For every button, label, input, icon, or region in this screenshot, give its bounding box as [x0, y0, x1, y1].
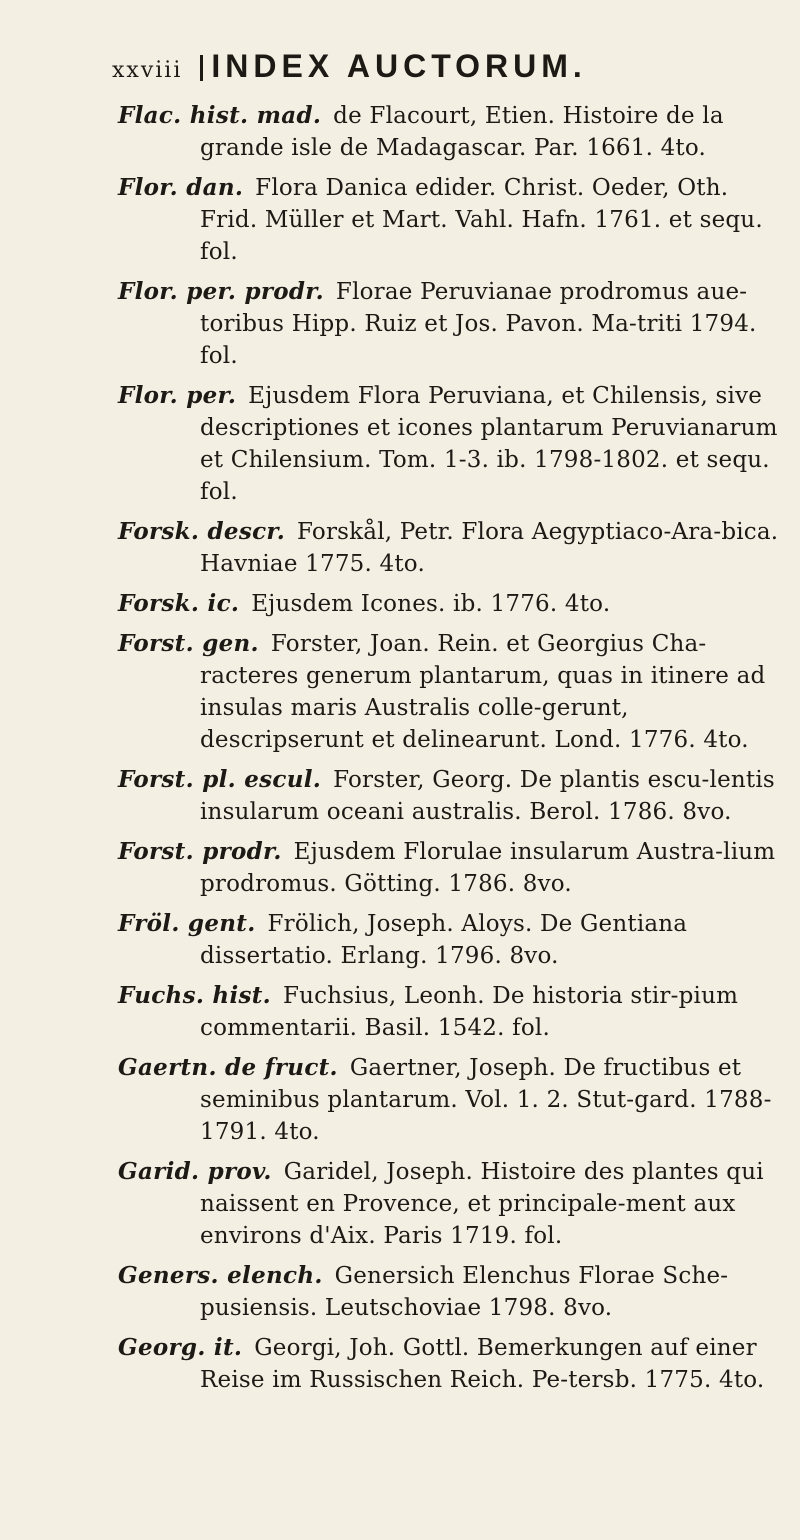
entry-text: Forskål, Petr. Flora Aegyptiaco-Ara-bica. Havniae 1775. 4to. — [200, 519, 779, 577]
entry-text: Ejusdem Flora Peruviana, et Chilensis, sive descriptiones et icones plantarum Peruvianarum et Chilensium. Tom. 1-3. ib. 1798-1802. et sequ. fol. — [200, 383, 778, 505]
index-entry — [118, 1260, 790, 1324]
index-entry — [118, 172, 790, 268]
entry-text: Flora Danica edider. Christ. Oeder, Oth. Frid. Müller et Mart. Vahl. Hafn. 1761. et sequ. fol. — [200, 175, 763, 265]
index-entry — [118, 836, 790, 900]
index-entry — [118, 1052, 790, 1148]
index-entry — [118, 1156, 790, 1252]
entry-abbreviation: Fröl. gent. — [118, 910, 256, 937]
entry-text: Florae Peruvianae prodromus aue-toribus Hipp. Ruiz et Jos. Pavon. Ma-triti 1794. fol. — [200, 279, 757, 369]
index-entry — [118, 908, 790, 972]
entry-text: Ejusdem Icones. ib. 1776. 4to. — [251, 591, 611, 617]
index-entries — [118, 100, 790, 1404]
page-title: INDEX AUCTORUM. — [211, 48, 587, 84]
running-header — [112, 48, 772, 88]
index-entry — [118, 628, 790, 756]
index-entry — [118, 516, 790, 580]
header-divider — [200, 55, 203, 81]
index-entry — [118, 588, 790, 620]
page-number: xxviii — [112, 58, 183, 83]
entry-abbreviation: Georg. it. — [118, 1334, 243, 1361]
index-entry — [118, 276, 790, 372]
entry-abbreviation: Flor. dan. — [118, 174, 244, 201]
entry-abbreviation: Forsk. descr. — [118, 518, 286, 545]
entry-abbreviation: Flor. per. prodr. — [118, 278, 324, 305]
entry-abbreviation: Forst. gen. — [118, 630, 259, 657]
index-entry — [118, 1332, 790, 1396]
entry-text: Forster, Georg. De plantis escu-lentis insularum oceani australis. Berol. 1786. 8vo. — [200, 767, 775, 825]
index-entry — [118, 764, 790, 828]
entry-text: Gaertner, Joseph. De fructibus et seminibus plantarum. Vol. 1. 2. Stut-gard. 1788-1791. 4to. — [200, 1055, 772, 1145]
entry-text: Forster, Joan. Rein. et Georgius Cha-racteres generum plantarum, quas in itinere ad insulas maris Australis colle-gerunt, descripserunt et delinearunt. Lond. 1776. 4to. — [200, 631, 766, 753]
entry-abbreviation: Fuchs. hist. — [118, 982, 271, 1009]
entry-abbreviation: Forsk. ic. — [118, 590, 240, 617]
entry-abbreviation: Forst. pl. escul. — [118, 766, 322, 793]
entry-abbreviation: Gaertn. de fruct. — [118, 1054, 338, 1081]
entry-text: de Flacourt, Etien. Histoire de la grande isle de Madagascar. Par. 1661. 4to. — [200, 103, 724, 161]
entry-text: Garidel, Joseph. Histoire des plantes qui naissent en Provence, et principale-ment aux environs d'Aix. Paris 1719. fol. — [200, 1159, 764, 1249]
index-entry — [118, 380, 790, 508]
entry-abbreviation: Geners. elench. — [118, 1262, 323, 1289]
entry-text: Frölich, Joseph. Aloys. De Gentiana dissertatio. Erlang. 1796. 8vo. — [200, 911, 688, 969]
entry-text: Ejusdem Florulae insularum Austra-lium prodromus. Götting. 1786. 8vo. — [200, 839, 776, 897]
entry-abbreviation: Forst. prodr. — [118, 838, 282, 865]
entry-text: Genersich Elenchus Florae Sche-pusiensis. Leutschoviae 1798. 8vo. — [200, 1263, 729, 1321]
entry-abbreviation: Garid. prov. — [118, 1158, 272, 1185]
entry-abbreviation: Flor. per. — [118, 382, 237, 409]
entry-text: Georgi, Joh. Gottl. Bemerkungen auf einer Reise im Russischen Reich. Pe-tersb. 1775. 4to. — [200, 1335, 765, 1393]
index-entry — [118, 100, 790, 164]
entry-text: Fuchsius, Leonh. De historia stir-pium commentarii. Basil. 1542. fol. — [200, 983, 739, 1041]
index-entry — [118, 980, 790, 1044]
entry-abbreviation: Flac. hist. mad. — [118, 102, 322, 129]
